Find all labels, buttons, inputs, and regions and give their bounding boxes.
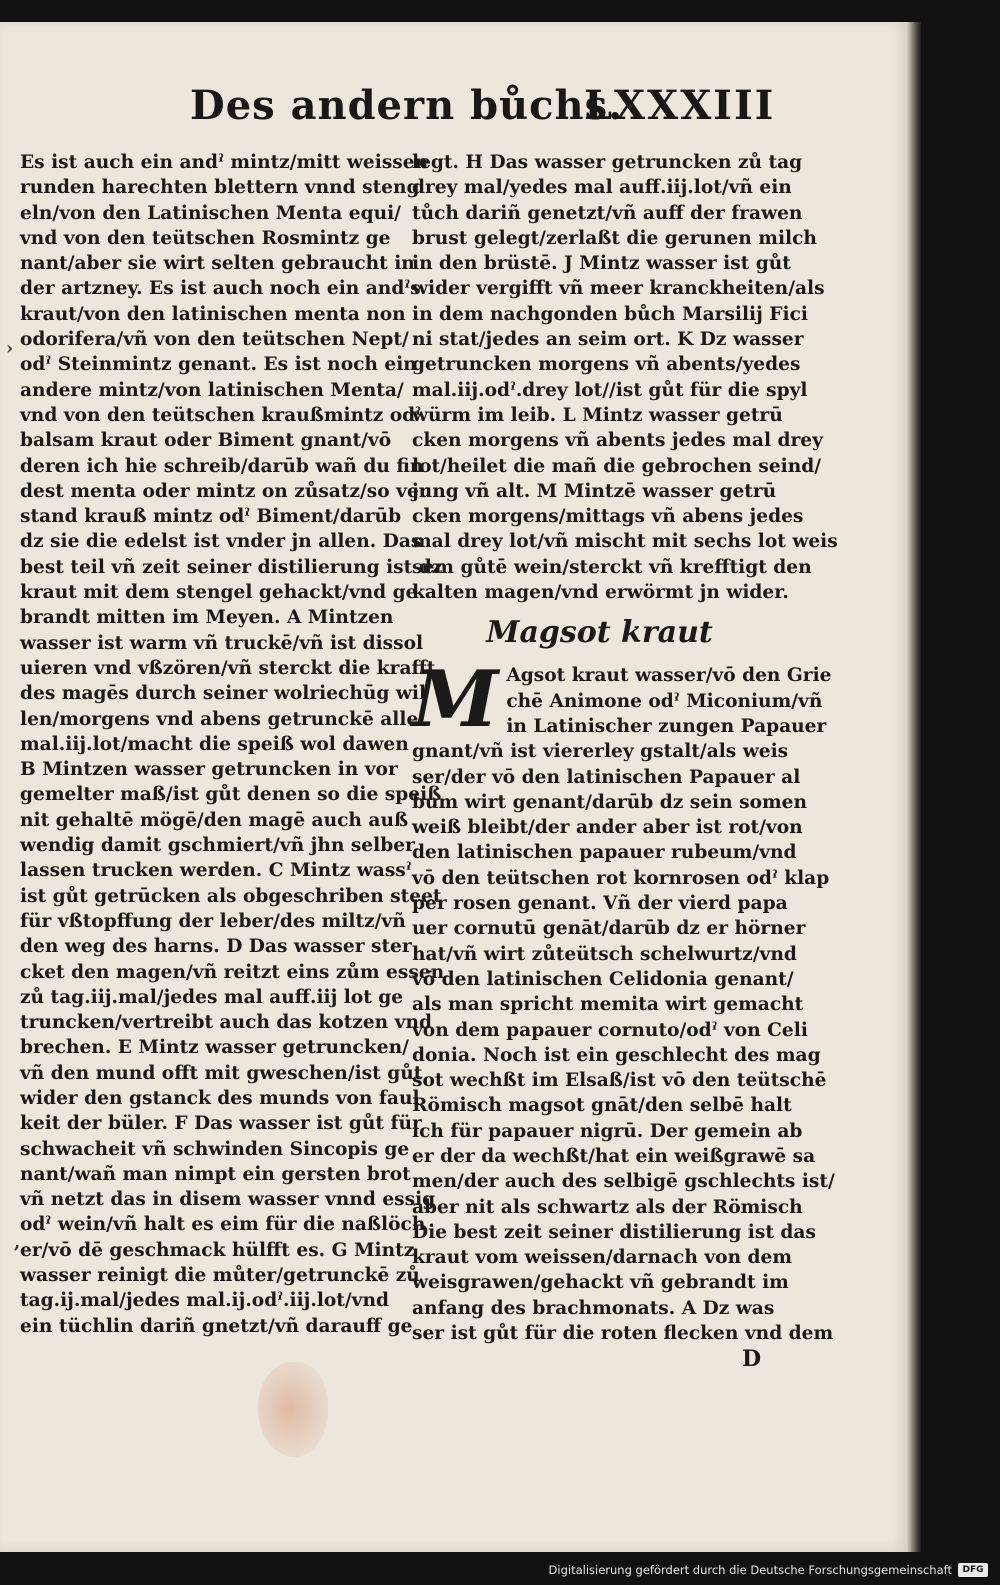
text-line: dest menta oder mintz on zůsatz/so ver bbox=[20, 480, 429, 502]
text-line: den weg des harns. D Das wasser ster bbox=[20, 936, 412, 958]
text-line: schwacheit vñ schwinden Sincopis ge bbox=[20, 1138, 410, 1160]
text-line: als man spricht memita wirt gemacht bbox=[412, 994, 804, 1016]
text-line: brechen. E Mintz wasser getruncken/ bbox=[20, 1037, 409, 1059]
running-head: Des andern bůchs. bbox=[190, 82, 624, 129]
text-line: weisgrawen/gehackt vñ gebrandt im bbox=[412, 1272, 789, 1294]
text-line: des magēs durch seiner wolriechūg wil bbox=[20, 683, 427, 705]
text-line: len/morgens vnd abens getrunckē alle bbox=[20, 708, 419, 730]
text-line: ich für papauer nigrū. Der gemein ab bbox=[412, 1120, 803, 1142]
text-line: Römisch magsot gnāt/den selbē halt bbox=[412, 1095, 792, 1117]
section-heading: Magsot kraut bbox=[486, 615, 713, 651]
text-line: lot/heilet die mañ die gebrochen seind/ bbox=[412, 455, 822, 477]
text-line: cken morgens vñ abents jedes mal drey bbox=[412, 430, 823, 452]
text-line: vnd von den teütschen Rosmintz ge bbox=[20, 227, 391, 249]
text-line: in den brüstē. J Mintz wasser ist gůt bbox=[412, 253, 791, 275]
right-column-text bbox=[412, 150, 838, 605]
text-line: vñ netzt das in disem wasser vnnd essig bbox=[20, 1189, 436, 1211]
text-line: nant/aber sie wirt selten gebraucht in bbox=[20, 253, 415, 275]
text-line: kalten magen/vnd erwörmt jn wider. bbox=[412, 582, 789, 604]
text-line: weiß bleibt/der ander aber ist rot/von bbox=[412, 817, 803, 839]
text-line: tag.ij.mal/jedes mal.ij.odˀ.iij.lot/vnd bbox=[20, 1290, 390, 1312]
text-line: von dem papauer cornuto/odˀ von Celi bbox=[412, 1019, 808, 1041]
footer-bar bbox=[0, 1556, 1000, 1585]
text-line: deren ich hie schreib/darūb wañ du fin bbox=[20, 455, 424, 477]
catchword: D bbox=[742, 1346, 762, 1372]
text-line: truncken/vertreibt auch das kotzen vnd bbox=[20, 1012, 432, 1034]
text-line: bum wirt genant/darūb dz sein somen bbox=[412, 791, 808, 813]
page-edge bbox=[907, 22, 921, 1552]
folio-number: LXXXIII bbox=[584, 82, 776, 129]
text-line: der artzney. Es ist auch noch ein andˀs bbox=[20, 278, 421, 300]
text-line: vñ den mund offt mit gweschen/ist gůt bbox=[20, 1062, 423, 1084]
text-line: getruncken morgens vñ abents/yedes bbox=[412, 354, 801, 376]
text-line: wasser ist warm vñ truckē/vñ ist dissol bbox=[20, 632, 424, 654]
text-line: cket den magen/vñ reitzt eins zům essen bbox=[20, 961, 445, 983]
text-line: men/der auch des selbigē gschlechts ist/ bbox=[412, 1171, 835, 1193]
text-line: nant/wañ man nimpt ein gersten brot bbox=[20, 1163, 411, 1185]
text-line: uer cornutū genāt/darūb dz er hörner bbox=[412, 918, 806, 940]
text-line: zů tag.iij.mal/jedes mal auff.iij lot ge bbox=[20, 986, 404, 1008]
text-line: wider vergifft vñ meer kranckheiten/als bbox=[412, 278, 825, 300]
text-line: uieren vnd vßzören/vñ sterckt die krafft bbox=[20, 657, 436, 679]
text-line: runden harechten blettern vnnd steng bbox=[20, 177, 420, 199]
text-line: dz sie die edelst ist vnder jn allen. Das bbox=[20, 531, 422, 553]
text-line: brandt mitten im Meyen. A Mintzen bbox=[20, 607, 394, 629]
text-line: kraut mit dem stengel gehackt/vnd ge bbox=[20, 582, 418, 604]
text-line: vō den teütschen rot kornrosen odˀ klap bbox=[412, 867, 830, 889]
text-line: kraut vom weissen/darnach von dem bbox=[412, 1247, 793, 1269]
text-line: den latinischen papauer rubeum/vnd bbox=[412, 842, 797, 864]
text-line: er/vō dē geschmack hülfft es. G Mintz bbox=[20, 1239, 415, 1261]
text-line: Die best zeit seiner distilierung ist das bbox=[412, 1221, 816, 1243]
left-text-column bbox=[20, 150, 445, 1339]
text-line: mal.iij.odˀ.drey lot//ist gůt für die spyl bbox=[412, 379, 808, 401]
paper-stain bbox=[258, 1362, 328, 1457]
section-body bbox=[412, 654, 835, 1346]
text-line: wider den gstanck des munds von faul bbox=[20, 1087, 420, 1109]
text-line: ser ist gůt für die roten flecken vnd dem bbox=[412, 1323, 834, 1345]
text-line: wendig damit gschmiert/vñ jhn selber bbox=[20, 835, 415, 857]
text-line: andere mintz/von latinischen Menta/ bbox=[20, 379, 404, 401]
text-line: gnant/vñ ist viererley gstalt/als weis bbox=[412, 741, 789, 763]
text-line: brust gelegt/zerlaßt die gerunen milch bbox=[412, 227, 817, 249]
text-line: chē Animone odˀ Miconium/vñ bbox=[506, 690, 823, 712]
text-line: stand krauß mintz odˀ Biment/darūb bbox=[20, 506, 402, 528]
text-line: sem gůtē wein/sterckt vñ krefftigt den bbox=[412, 556, 812, 578]
text-line: B Mintzen wasser getruncken in vor bbox=[20, 759, 398, 781]
text-line: hat/vñ wirt zůteütsch schelwurtz/vnd bbox=[412, 943, 797, 965]
text-line: drey mal/yedes mal auff.iij.lot/vñ ein bbox=[412, 177, 792, 199]
text-line: keit der büler. F Das wasser ist gůt für bbox=[20, 1113, 422, 1135]
text-line: tůch dariñ genetzt/vñ auff der frawen bbox=[412, 202, 803, 224]
text-line: ist gůt getrūcken als obgeschriben steet bbox=[20, 885, 442, 907]
dfg-logo-icon: DFG bbox=[958, 1563, 988, 1577]
text-line: balsam kraut oder Biment gnant/vō bbox=[20, 430, 392, 452]
text-line: vō den latinischen Celidonia genant/ bbox=[412, 968, 794, 990]
text-line: in dem nachgonden bůch Marsilij Fici bbox=[412, 303, 808, 325]
text-line: vnd von den teütschen kraußmintz odˀ bbox=[20, 404, 421, 426]
digitization-credit: Digitalisierung gefördert durch die Deutsche Forschungsgemeinschaft bbox=[548, 1563, 952, 1577]
text-line: odˀ wein/vñ halt es eim für die naßlöch bbox=[20, 1214, 426, 1236]
text-line: mal drey lot/vñ mischt mit sechs lot weis bbox=[412, 531, 838, 553]
text-line: aber nit als schwartz als der Römisch bbox=[412, 1196, 803, 1218]
text-line: lassen trucken werden. C Mintz wassˀ bbox=[20, 860, 412, 882]
text-line: in Latinischer zungen Papauer bbox=[506, 715, 827, 737]
text-line: kraut/von den latinischen menta non bbox=[20, 303, 406, 325]
text-line: eln/von den Latinischen Menta equi/ bbox=[20, 202, 401, 224]
text-line: ni stat/jedes an seim ort. K Dz wasser bbox=[412, 329, 804, 351]
margin-mark: , bbox=[14, 1232, 21, 1253]
text-line: legt. H Das wasser getruncken zů tag bbox=[412, 152, 803, 173]
text-line: ein tüchlin dariñ gnetzt/vñ darauff ge bbox=[20, 1315, 413, 1337]
text-line: mal.iij.lot/macht die speiß wol dawen bbox=[20, 733, 409, 755]
text-line: odorifera/vñ von den teütschen Nept/ bbox=[20, 329, 409, 351]
text-line: sot wechßt im Elsaß/ist vō den teütschē bbox=[412, 1070, 827, 1092]
text-line: odˀ Steinmintz genant. Es ist noch ein bbox=[20, 354, 417, 376]
text-line: für vßtopffung der leber/des miltz/vñ bbox=[20, 910, 406, 932]
text-line: ser/der vō den latinischen Papauer al bbox=[412, 766, 801, 788]
page-header bbox=[0, 82, 907, 152]
text-line: cken morgens/mittags vñ abens jedes bbox=[412, 506, 804, 528]
text-line: best teil vñ zeit seiner distilierung ist dz bbox=[20, 556, 443, 578]
margin-mark: › bbox=[6, 338, 14, 359]
text-line: er der da wechßt/hat ein weißgrawē sa bbox=[412, 1145, 816, 1167]
text-line: per rosen genant. Vñ der vierd papa bbox=[412, 893, 788, 915]
text-line: wasser reinigt die můter/getrunckē zů bbox=[20, 1265, 420, 1287]
text-line: Es ist auch ein andˀ mintz/mitt weissen bbox=[20, 152, 429, 173]
text-line: nit gehaltē mögē/den magē auch auß bbox=[20, 809, 409, 831]
drop-initial: M bbox=[412, 654, 499, 746]
text-line: würm im leib. L Mintz wasser getrū bbox=[412, 404, 783, 426]
text-line: anfang des brachmonats. A Dz was bbox=[412, 1297, 775, 1319]
section-text bbox=[412, 739, 835, 1346]
text-line: donia. Noch ist ein geschlecht des mag bbox=[412, 1044, 821, 1066]
text-line: jung vñ alt. M Mintzē wasser getrū bbox=[412, 480, 777, 502]
text-line: gemelter maß/ist gůt denen so die speiß bbox=[20, 784, 442, 806]
text-line: Agsot kraut wasser/vō den Grie bbox=[506, 665, 832, 687]
right-text-column bbox=[412, 150, 838, 1346]
